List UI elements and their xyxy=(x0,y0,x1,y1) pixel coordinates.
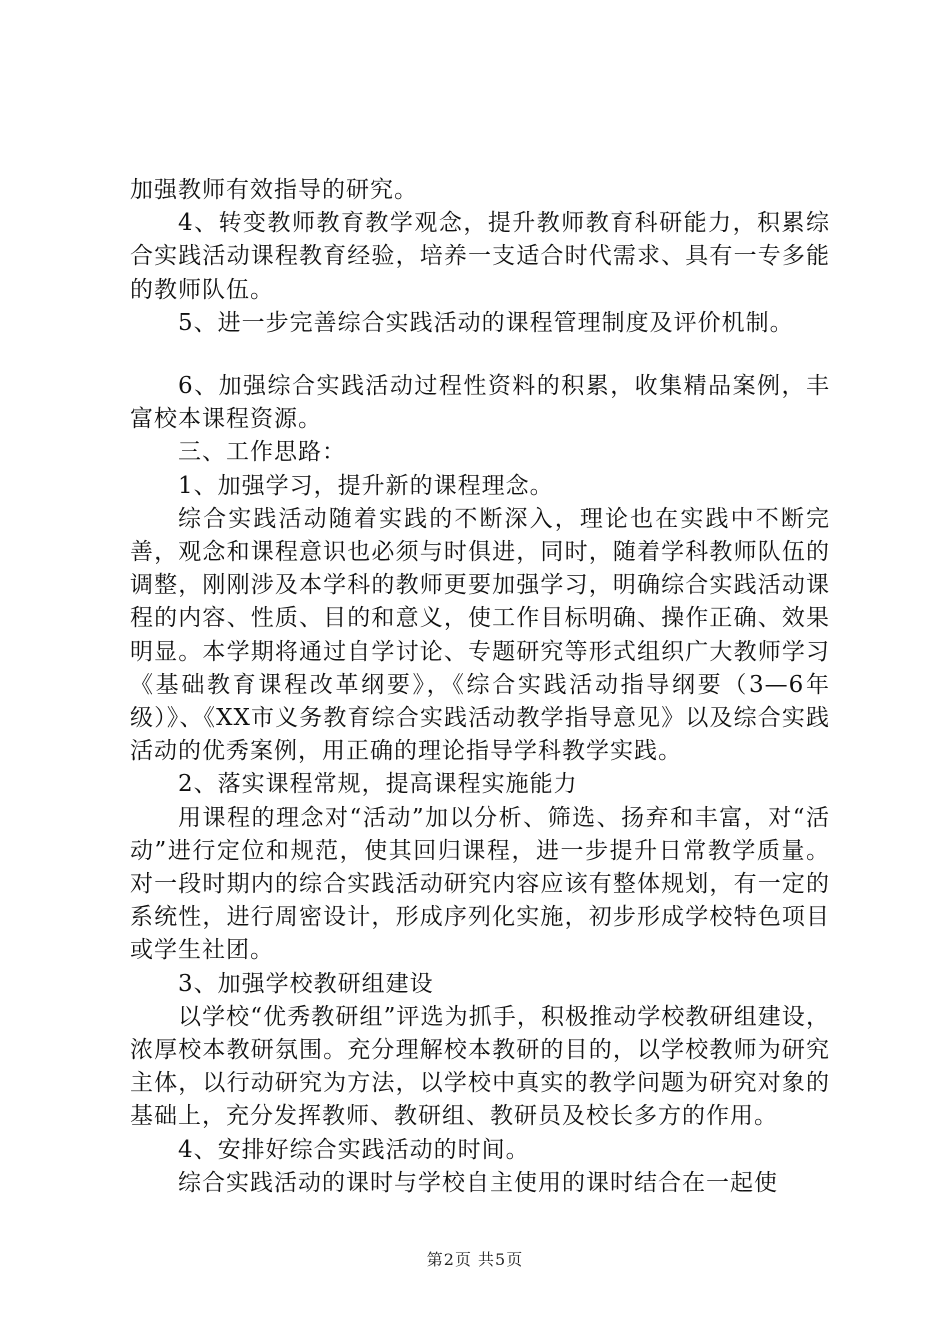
paragraph: 6、加强综合实践活动过程性资料的积累，收集精品案例，丰富校本课程资源。 xyxy=(130,373,830,433)
paragraph: 综合实践活动随着实践的不断深入，理论也在实践中不断完善，观念和课程意识也必须与时俱进，同时，随着学科教师队伍的调整，刚刚涉及本学科的教师更要加强学习，明确综合实践活动课程的内容、性质、目的和意义，使工作目标明确、操作正确、效果明显。本学期将通过自学讨论、专题研究等形式组织广大教师学习《基础教育课程改革纲要》，《综合实践活动指导纲要（3—6年级）》、《XX市义务教育综合实践活动教学指导意见》以及综合实践活动的优秀案例，用正确的理论指导学科教学实践。 xyxy=(130,505,830,765)
paragraph: 4、转变教师教育教学观念，提升教师教育科研能力，积累综合实践活动课程教育经验，培养一支适合时代需求、具有一专多能的教师队伍。 xyxy=(130,210,830,303)
subheading: 3、加强学校教研组建设 xyxy=(178,970,434,997)
paragraph: 加强教师有效指导的研究。 xyxy=(130,177,418,203)
subheading: 2、落实课程常规，提高课程实施能力 xyxy=(178,771,578,798)
paragraph: 综合实践活动的课时与学校自主使用的课时结合在一起使 xyxy=(178,1169,778,1196)
document-body xyxy=(130,174,830,1200)
subheading: 1、加强学习，提升新的课程理念。 xyxy=(178,472,554,499)
subheading: 4、安排好综合实践活动的时间。 xyxy=(178,1136,530,1163)
section-heading: 三、工作思路： xyxy=(178,439,346,466)
page-number-footer: 第2页 共5页 xyxy=(426,1250,524,1269)
paragraph: 5、进一步完善综合实践活动的课程管理制度及评价机制。 xyxy=(178,309,794,336)
paragraph: 以学校“优秀教研组”评选为抓手，积极推动学校教研组建设，浓厚校本教研氛围。充分理解校本教研的目的，以学校教师为研究主体，以行动研究为方法，以学校中真实的教学问题为研究对象的基础上，充分发挥教师、教研组、教研员及校长多方的作用。 xyxy=(130,1003,830,1130)
paragraph: 用课程的理念对“活动”加以分析、筛选、扬弃和丰富，对“活动”进行定位和规范，使其回归课程，进一步提升日常教学质量。对一段时期内的综合实践活动研究内容应该有整体规划，有一定的系统性，进行周密设计，形成序列化实施，初步形成学校特色项目或学生社团。 xyxy=(130,804,830,964)
